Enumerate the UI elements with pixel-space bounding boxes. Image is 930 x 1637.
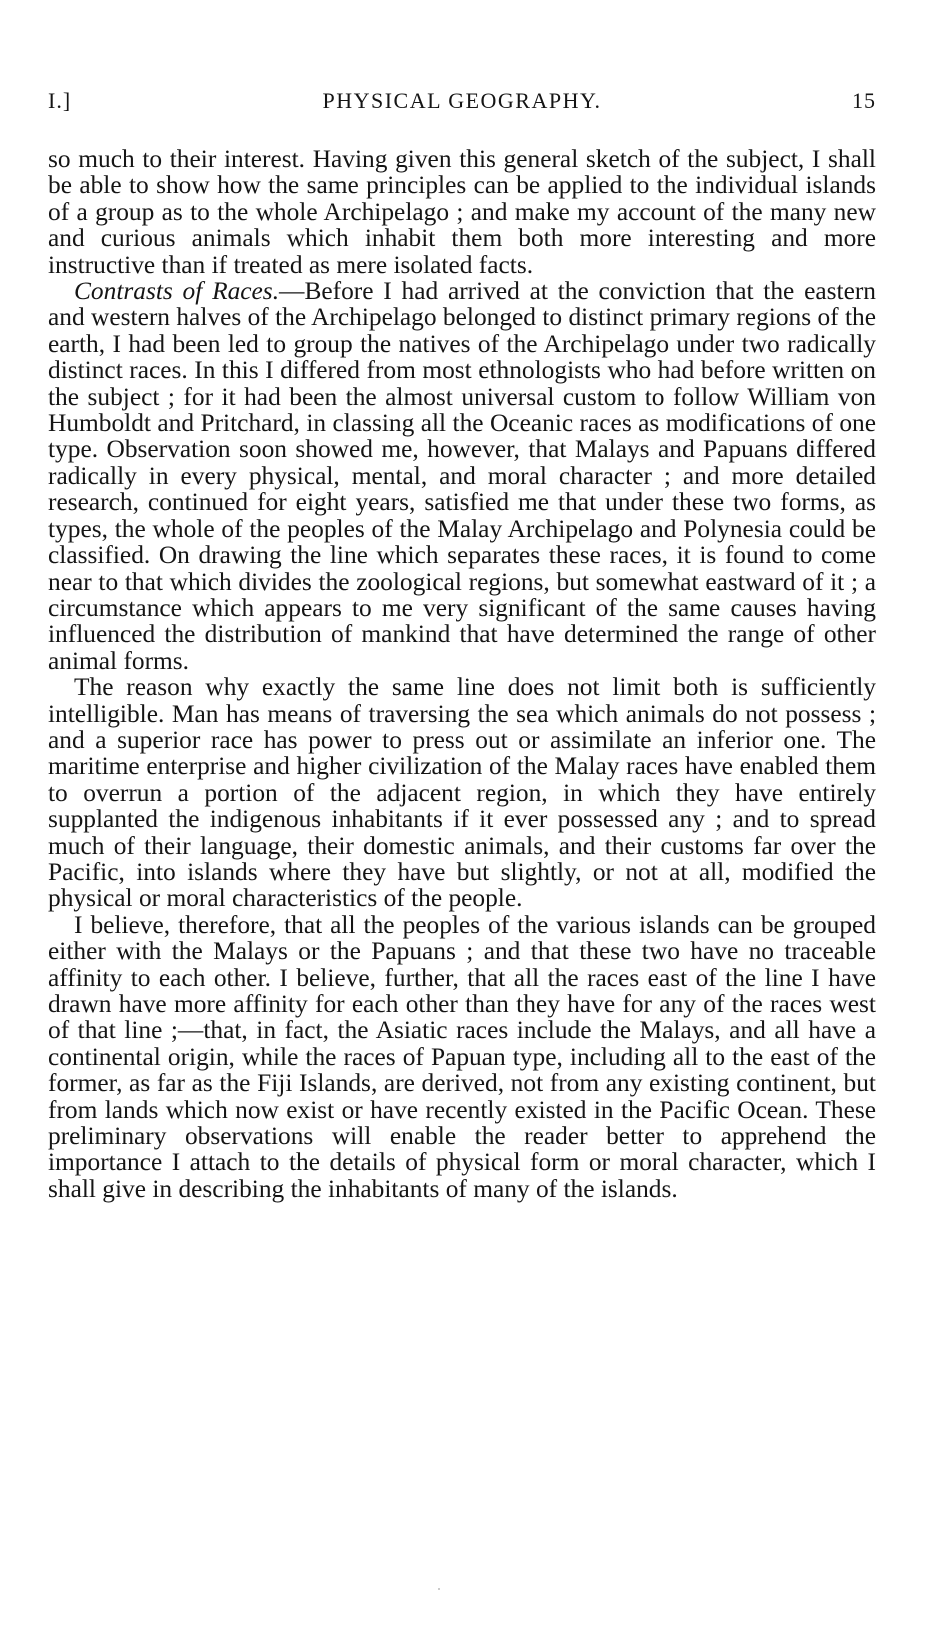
body-text [48,146,876,1202]
section-heading-contrasts-of-races: Contrasts of Races. [74,277,280,306]
paragraph-3-text: The reason why exactly the same line does not limit both is sufficiently intelligible. Man has means of traversing the sea which animals do not possess ; and a superior race has power to press out or assimilate an inferior one. The maritime enterprise and higher civilization of the Malay races have enabled them to overrun a portion of the adjacent region, in which they have entirely supplanted the indigenous inhabitants if it ever possessed any ; and to spread much of their language, their domestic animals, and their customs far over the Pacific, into islands where they have but slightly, or not at all, modified the physical or moral characteristics of the people. [48,673,876,913]
paragraph-3 [48,674,876,912]
print-speck [438,1588,440,1590]
paragraph-2-text: —Before I had arrived at the conviction that the eastern and western halves of the Archipelago belonged to distinct primary regions of the earth, I had been led to group the natives of the Archipelago under two radically distinct races. In this I differed from most ethnologists who had before written on the subject ; for it had been the almost universal custom to follow William von Humboldt and Pritchard, in classing all the Oceanic races as modifications of one type. Observation soon showed me, however, that Malays and Papuans differed radically in every physical, mental, and moral character ; and more detailed research, continued for eight years, satisfied me that under these two forms, as types, the whole of the peoples of the Malay Archipelago and Polynesia could be classified. On drawing the line which separates these races, it is found to come near to that which divides the zoological regions, but somewhat eastward of it ; a circumstance which appears to me very significant of the same causes having influenced the distribution of mankind that have determined the range of other animal forms. [48,277,876,675]
chapter-marker: I.] [48,88,72,113]
running-title: PHYSICAL GEOGRAPHY. [322,88,602,113]
paragraph-1 [48,146,876,278]
paragraph-2 [48,278,876,674]
paragraph-4 [48,912,876,1202]
running-head [48,88,876,122]
paragraph-4-text: I believe, therefore, that all the peoples of the various islands can be grouped either with the Malays or the Papuans ; and that these two have no traceable affinity to each other. I believe, further, that all the races east of the line I have drawn have more affinity for each other than they have for any of the races west of that line ;—that, in fact, the Asiatic races include the Malays, and all have a continental origin, while the races of Papuan type, including all to the east of the former, as far as the Fiji Islands, are derived, not from any existing continent, but from lands which now exist or have recently existed in the Pacific Ocean. These preliminary observations will enable the reader better to apprehend the importance I attach to the details of physical form or moral character, which I shall give in describing the inhabitants of many of the islands. [48,910,876,1203]
page-number: 15 [852,88,876,113]
paragraph-1-text: so much to their interest. Having given this general sketch of the subject, I shall be able to show how the same principles can be applied to the individual islands of a group as to the whole Archipelago ; and make my account of the many new and curious animals which inhabit them both more interesting and more instructive than if treated as mere isolated facts. [48,145,876,279]
